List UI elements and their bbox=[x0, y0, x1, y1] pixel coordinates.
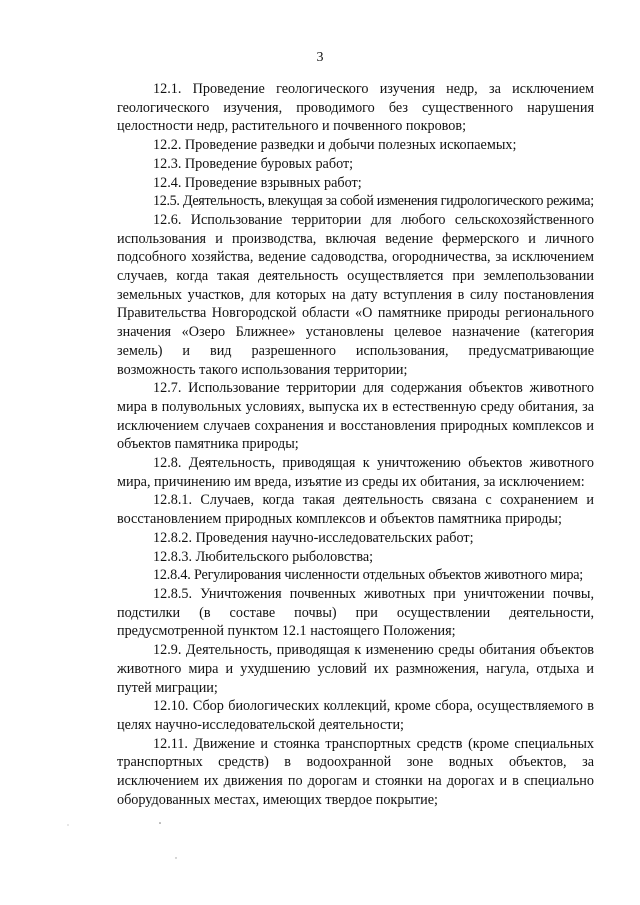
paragraph-12-3: 12.3. Проведение буровых работ; bbox=[153, 155, 354, 172]
paragraph-12-2: 12.2. Проведение разведки и добычи полезных ископаемых; bbox=[153, 137, 517, 154]
paragraph-12-4: 12.4. Проведение взрывных работ; bbox=[153, 174, 362, 191]
paragraph-12-10: 12.10. Сбор биологических коллекций, кроме сбора, осуществляемого в целях научно-исследовательской деятельности; bbox=[117, 698, 594, 733]
paragraph-12-8-1: 12.8.1. Случаев, когда такая деятельность связана с сохранением и восстановлением природных комплексов и объектов памятника природы; bbox=[117, 492, 594, 528]
paragraph-12-7: 12.7. Использование территории для содержания объектов животного мира в полувольных условиях, выпуска их в естественную среду обитания, за исключением случаев сохранения и восстановления природных комплексов и объектов памятника природы; bbox=[117, 380, 594, 453]
paragraph-12-8-4: 12.8.4. Регулирования численности отдельных объектов животного мира; bbox=[153, 567, 584, 584]
paragraph-12-8-2: 12.8.2. Проведения научно-исследовательских работ; bbox=[153, 529, 474, 546]
paragraph-12-5: 12.5. Деятельность, влекущая за собой изменения гидрологического режима; bbox=[153, 193, 594, 210]
paragraph-12-8-5: 12.8.5. Уничтожения почвенных животных при уничтожении почвы, подстилки (в составе почвы) при осуществлении деятельности, предусмотренной пунктом 12.1 настоящего Положения; bbox=[117, 585, 594, 640]
paragraph-12-1: 12.1. Проведение геологического изучения недр, за исключением геологического изучения, проводимого без существенного нарушения целостности недр, растительного и почвенного покровов; bbox=[117, 81, 594, 135]
scan-speck bbox=[159, 822, 161, 824]
scan-speck bbox=[67, 824, 68, 825]
paragraph-12-6: 12.6. Использование территории для любого сельскохозяйственного использования и производства, включая ведение фермерского и личного подсобного хозяйства, ведение садоводства, огородничества, за исключением случаев, когда такая деятельность осуществляется при землепользовании земельных участков, для которых на дату вступления в силу постановления Правительства Новгородской области «О памятнике природы регионального значения «Озеро Ближнее» установлены целевое назначение (категория земель) и вид разрешенного использования, предусматривающие возможность такого использования территории; bbox=[117, 211, 594, 378]
paragraph-12-8: 12.8. Деятельность, приводящая к уничтожению объектов животного мира, причинению им вреда, изъятие из среды их обитания, за исключением: bbox=[117, 455, 594, 490]
page-number: 3 bbox=[316, 50, 324, 65]
scan-speck bbox=[175, 857, 176, 858]
paragraph-12-11: 12.11. Движение и стоянка транспортных средств (кроме специальных транспортных средств) в водоохранной зоне водных объектов, за исключением их движения по дорогам и стоянки на дорогах и в специально оборудованных местах, имеющих твердое покрытие; bbox=[117, 735, 594, 808]
paragraph-12-9: 12.9. Деятельность, приводящая к изменению среды обитания объектов животного мира и ухудшению условий их размножения, нагула, отдыха и путей миграции; bbox=[117, 642, 594, 696]
paragraph-12-8-3: 12.8.3. Любительского рыболовства; bbox=[153, 548, 374, 565]
